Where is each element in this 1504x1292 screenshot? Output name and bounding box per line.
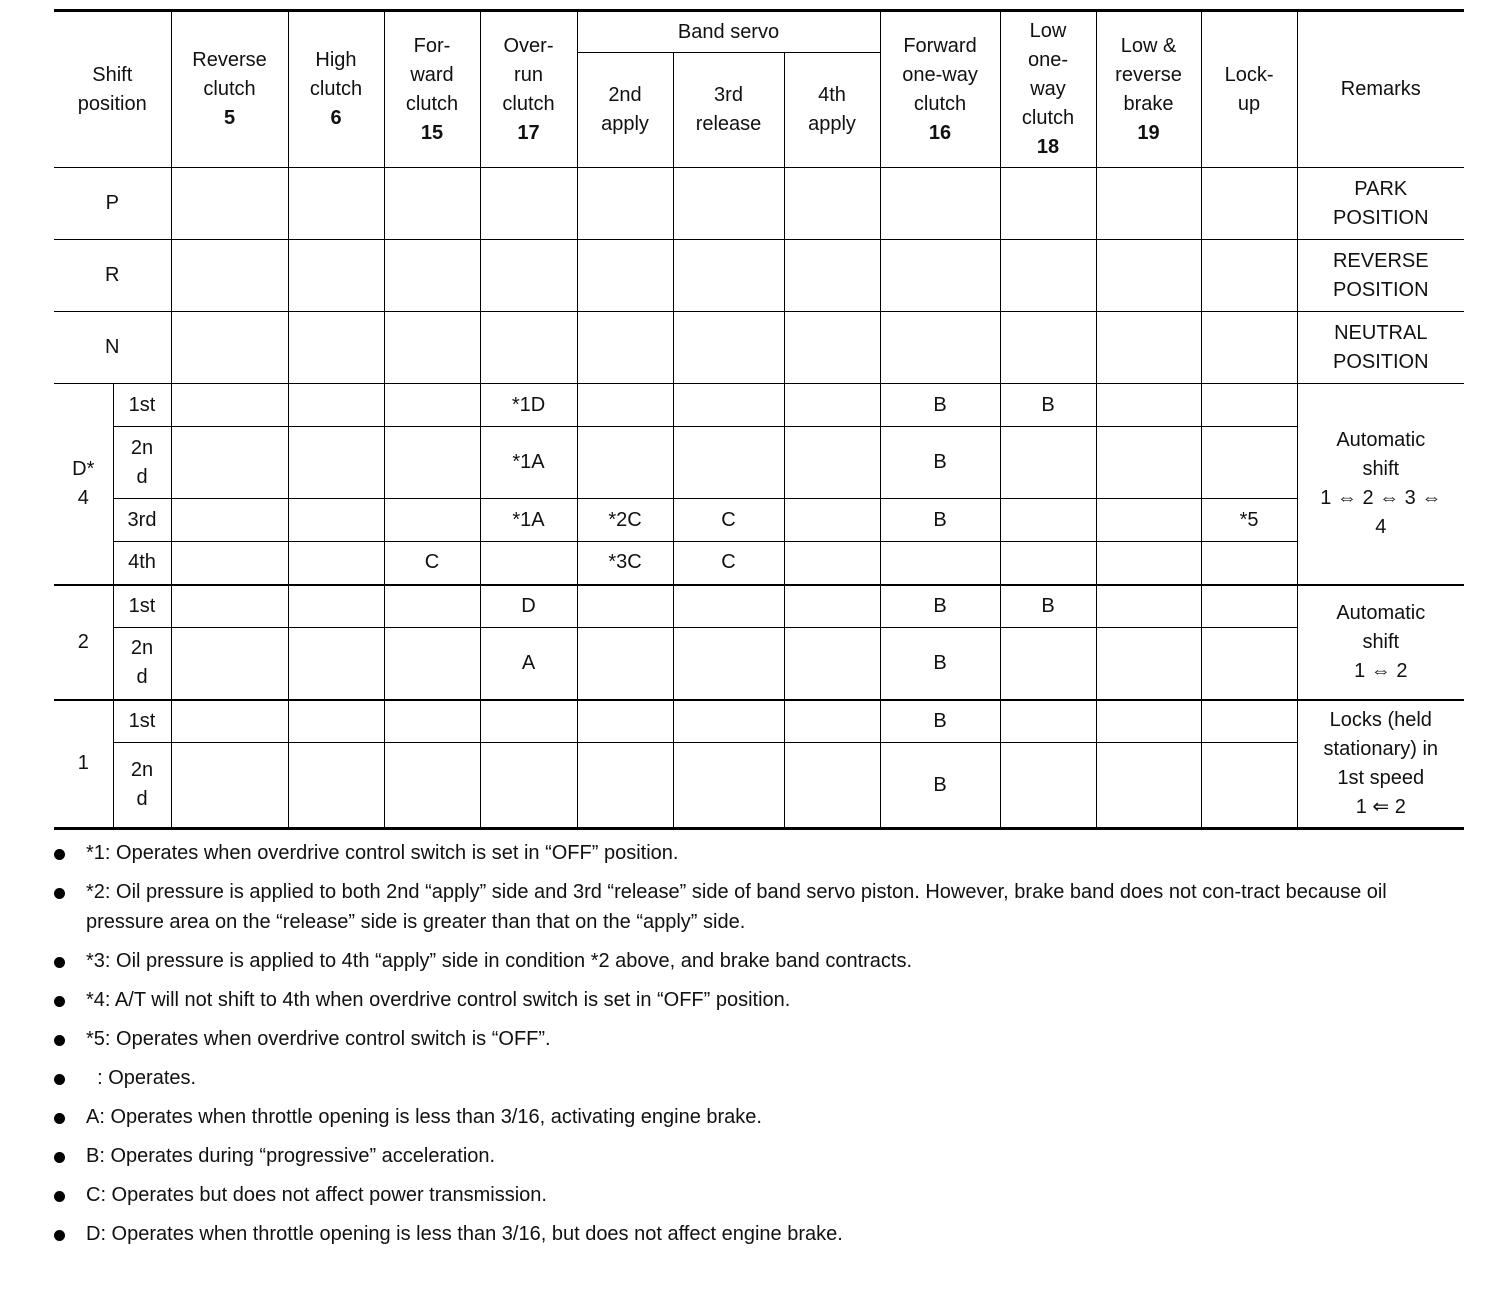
remark-line: Automatic	[1336, 428, 1426, 451]
overrun-clutch-cell: A	[480, 628, 577, 700]
remarks-cell	[1297, 585, 1464, 700]
remark-line: stationary) in	[1323, 737, 1439, 760]
remark-line: REVERSE	[1332, 249, 1429, 272]
bullet-icon	[54, 1035, 65, 1046]
header-band-servo: Band servo	[577, 11, 880, 53]
table-row-d4-3rd	[54, 499, 1464, 542]
header-low-oneway-label-1: Low one-	[1028, 20, 1069, 71]
footnote-text: B: Operates during “progressive” acceleration.	[86, 1145, 496, 1167]
remark-line: Locks (held	[1329, 708, 1432, 731]
footnote-item	[54, 985, 1464, 1015]
bullet-icon	[54, 1191, 65, 1202]
clutch-band-table	[54, 9, 1464, 830]
gear-cell: 2n d	[113, 743, 171, 829]
table-row-2-1st	[54, 585, 1464, 628]
lockup-cell: *5	[1201, 499, 1297, 542]
range-cell-d4: D* 4	[54, 384, 113, 585]
header-lockup-label-2: up	[1237, 92, 1261, 115]
shift-operation-chart	[54, 9, 1464, 1258]
header-forward-oneway	[880, 11, 1000, 168]
remarks-cell	[1297, 312, 1464, 384]
footnote-item	[54, 946, 1464, 976]
forward-oneway-cell: B	[880, 585, 1000, 628]
remark-line: POSITION	[1332, 206, 1429, 229]
forward-oneway-cell: B	[880, 499, 1000, 542]
gear-cell: 1st	[113, 700, 171, 743]
forward-clutch-cell: C	[384, 542, 480, 585]
range-cell-1: 1	[54, 700, 113, 829]
remark-line: shift	[1362, 457, 1400, 480]
header-3rd-release	[673, 53, 784, 168]
remark-line: 4	[1375, 515, 1387, 538]
header-forward-clutch-label-1: For-	[413, 34, 451, 57]
forward-oneway-cell: B	[880, 700, 1000, 743]
remark-line: 1 ⇐ 2	[1355, 795, 1406, 818]
header-forward-oneway-num: 16	[928, 121, 952, 144]
remark-line: Automatic	[1336, 601, 1426, 624]
forward-oneway-cell: B	[880, 628, 1000, 700]
footnote-item	[54, 838, 1464, 868]
header-forward-clutch-label-2: ward clutch	[405, 63, 459, 115]
header-overrun-clutch-label-1: Over-	[503, 34, 554, 57]
gear-cell: 2n d	[113, 427, 171, 499]
header-2nd-apply	[577, 53, 673, 168]
low-oneway-cell: B	[1000, 384, 1096, 427]
band-2nd-apply-cell: *2C	[577, 499, 673, 542]
footnote-text: *2: Oil pressure is applied to both 2nd “apply” side and 3rd “release” side of band servo piston. However, brake band does not con-tract because oil pressure area on the “release” side is greater than that on the “apply” side.	[86, 881, 1387, 933]
table-row-park	[54, 168, 1464, 240]
footnote-text: *5: Operates when overdrive control switch is “OFF”.	[86, 1028, 551, 1050]
header-lockup	[1201, 11, 1297, 168]
footnote-item	[54, 1180, 1464, 1210]
table-row-neutral	[54, 312, 1464, 384]
gear-cell: 1st	[113, 384, 171, 427]
band-3rd-release-cell: C	[673, 542, 784, 585]
shift-position-cell: R	[54, 240, 171, 312]
footnote-item	[54, 1141, 1464, 1171]
shift-position-cell: N	[54, 312, 171, 384]
band-2nd-apply-cell: *3C	[577, 542, 673, 585]
header-reverse-clutch-num: 5	[223, 107, 236, 129]
footnote-item	[54, 1219, 1464, 1249]
gear-cell: 3rd	[113, 499, 171, 542]
footnote-item	[54, 1063, 1464, 1093]
header-4th-apply	[784, 53, 880, 168]
header-lockup-label-1: Lock-	[1224, 63, 1274, 86]
header-4th-apply-label: 4th apply	[808, 84, 856, 135]
remark-line: NEUTRAL	[1334, 321, 1428, 344]
footnote-text: : Operates.	[86, 1067, 197, 1089]
bullet-icon	[54, 1074, 65, 1085]
bullet-icon	[54, 996, 65, 1007]
remark-line: POSITION	[1332, 350, 1429, 373]
table-row-d4-1st	[54, 384, 1464, 427]
table-row-1-1st	[54, 700, 1464, 743]
footnote-text: D: Operates when throttle opening is less than 3/16, but does not affect engine brake.	[86, 1223, 843, 1245]
low-oneway-cell: B	[1000, 585, 1096, 628]
header-3rd-release-label: 3rd release	[695, 84, 762, 135]
table-row-d4-2nd	[54, 427, 1464, 499]
bullet-icon	[54, 1230, 65, 1241]
gear-cell: 1st	[113, 585, 171, 628]
bullet-icon	[54, 1152, 65, 1163]
header-high-clutch-label: High clutch	[309, 49, 363, 100]
remark-line: shift	[1362, 630, 1400, 653]
remarks-cell	[1297, 240, 1464, 312]
remarks-cell	[1297, 168, 1464, 240]
header-reverse-clutch	[171, 11, 288, 168]
overrun-clutch-cell: D	[480, 585, 577, 628]
table-row-1-2nd	[54, 743, 1464, 829]
header-overrun-clutch	[480, 11, 577, 168]
header-low-reverse-brake-num: 19	[1137, 121, 1160, 144]
table-row-d4-4th	[54, 542, 1464, 585]
bullet-icon	[54, 1113, 65, 1124]
header-low-oneway-num: 18	[1036, 136, 1060, 158]
forward-oneway-cell: B	[880, 743, 1000, 829]
header-shift-position	[54, 11, 171, 168]
gear-cell: 2n d	[113, 628, 171, 700]
header-forward-oneway-label: Forward one-way clutch	[902, 34, 978, 115]
header-low-reverse-brake-label: Low & reverse brake	[1115, 34, 1182, 115]
footnote-text: C: Operates but does not affect power transmission.	[86, 1184, 547, 1206]
header-shift-position-label: Shift position	[77, 63, 147, 115]
header-high-clutch-num: 6	[330, 107, 342, 129]
bullet-icon	[54, 849, 65, 860]
bullet-icon	[54, 888, 65, 899]
header-low-reverse-brake	[1096, 11, 1201, 168]
shift-position-cell: P	[54, 168, 171, 240]
header-overrun-clutch-label-2: run clutch	[502, 63, 555, 115]
footnote-item	[54, 1102, 1464, 1132]
remark-line: PARK	[1354, 177, 1408, 200]
footnote-text: *1: Operates when overdrive control switch is set in “OFF” position.	[86, 842, 679, 864]
gear-cell: 4th	[113, 542, 171, 585]
footnote-text: *3: Oil pressure is applied to 4th “apply” side in condition *2 above, and brake band contracts.	[86, 950, 913, 972]
bullet-icon	[54, 957, 65, 968]
remark-line: 1 ⇔ 2 ⇔ 3 ⇔	[1320, 486, 1442, 509]
remark-line: 1st speed	[1337, 766, 1425, 789]
header-reverse-clutch-label: Reverse clutch	[192, 49, 267, 100]
header-forward-clutch-num: 15	[420, 121, 444, 144]
forward-oneway-cell: B	[880, 384, 1000, 427]
footnote-text: A: Operates when throttle opening is less than 3/16, activating engine brake.	[86, 1106, 762, 1128]
band-3rd-release-cell: C	[673, 499, 784, 542]
remarks-cell	[1297, 384, 1464, 585]
header-2nd-apply-label: 2nd apply	[601, 84, 649, 135]
table-row-2-2nd	[54, 628, 1464, 700]
overrun-clutch-cell: *1A	[480, 499, 577, 542]
header-forward-clutch	[384, 11, 480, 168]
header-remarks: Remarks	[1297, 11, 1464, 168]
table-row-reverse	[54, 240, 1464, 312]
overrun-clutch-cell: *1A	[480, 427, 577, 499]
footnote-item	[54, 1024, 1464, 1054]
footnote-item	[54, 877, 1464, 937]
footnote-text: *4: A/T will not shift to 4th when overdrive control switch is set in “OFF” position.	[86, 989, 791, 1011]
overrun-clutch-cell: *1D	[480, 384, 577, 427]
footnotes	[54, 838, 1464, 1249]
remark-line: 1 ⇔ 2	[1354, 659, 1408, 682]
range-cell-2: 2	[54, 585, 113, 700]
header-high-clutch	[288, 11, 384, 168]
forward-oneway-cell: B	[880, 427, 1000, 499]
remarks-cell	[1297, 700, 1464, 829]
header-low-oneway-label-2: way clutch	[1021, 78, 1075, 129]
header-overrun-clutch-num: 17	[517, 121, 540, 144]
header-low-oneway	[1000, 11, 1096, 168]
remark-line: POSITION	[1332, 278, 1429, 301]
